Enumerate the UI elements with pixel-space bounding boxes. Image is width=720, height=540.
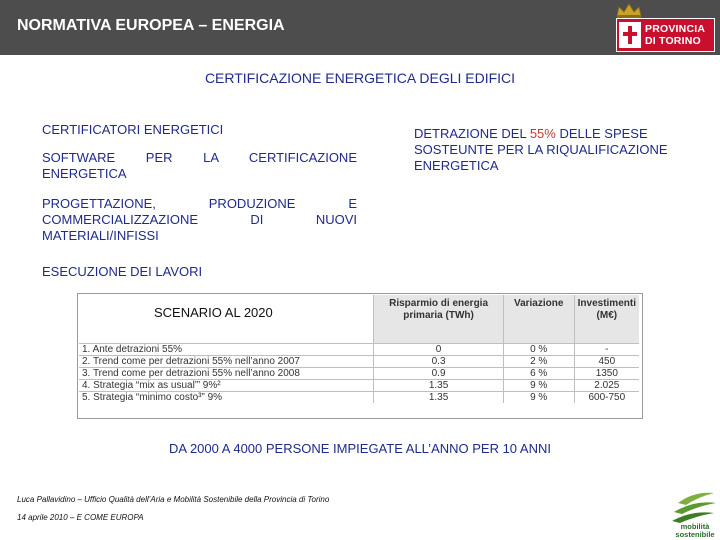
- footer-date: 14 aprile 2010 – E COME EUROPA: [17, 513, 144, 522]
- table-row: [79, 356, 639, 368]
- table-row: [79, 368, 639, 380]
- table-cell: 1.35: [374, 392, 503, 404]
- table-cell: 600-750: [574, 392, 639, 404]
- column-header: Variazione: [503, 295, 574, 344]
- right-item-before: DETRAZIONE DEL: [414, 126, 530, 141]
- table-cell: 2.025: [574, 380, 639, 392]
- slide-title: NORMATIVA EUROPEA – ENERGIA: [17, 17, 285, 34]
- crown-icon: [614, 2, 644, 18]
- scenario-label: SCENARIO AL 2020: [154, 305, 273, 320]
- column-header: Investimenti (M€): [574, 295, 639, 344]
- provincia-logo: [612, 2, 716, 52]
- right-item-highlight: 55%: [529, 126, 556, 141]
- slide-header: [0, 0, 720, 55]
- right-item: [414, 126, 694, 174]
- employment-line: DA 2000 A 4000 PERSONE IMPIEGATE ALL’ANNO PER 10 ANNI: [169, 441, 551, 456]
- table-row: [79, 344, 639, 356]
- table-cell: 0 %: [503, 344, 574, 356]
- table-row: [79, 392, 639, 404]
- table-cell: 1.35: [374, 380, 503, 392]
- footer-author: Luca Pallavidino – Ufficio Qualità dell’Aria e Mobilità Sostenibile della Provincia di Torino: [17, 495, 330, 504]
- column-header: Risparmio di energia primaria (TWh): [374, 295, 503, 344]
- table-cell: 3. Trend come per detrazioni 55% nell’anno 2008: [79, 368, 374, 380]
- table-cell: 450: [574, 356, 639, 368]
- logo-word-2: sostenibile: [675, 530, 715, 539]
- table-cell: 0.9: [374, 368, 503, 380]
- logo-word-1: mobilità: [680, 522, 710, 531]
- coat-of-arms-icon: [619, 22, 641, 48]
- table-cell: 9 %: [503, 380, 574, 392]
- table-cell: 2 %: [503, 356, 574, 368]
- logo-line-1: PROVINCIA: [645, 23, 706, 35]
- table-cell: 0: [374, 344, 503, 356]
- left-item-2: SOFTWARE PER LA CERTIFICAZIONE ENERGETICA: [42, 150, 357, 181]
- table-row: [79, 380, 639, 392]
- right-item-after: DELLE SPESE SOSTEUNTE PER LA RIQUALIFICAZIONE ENERGETICA: [414, 126, 668, 173]
- table-cell: -: [574, 344, 639, 356]
- mobilita-sostenibile-text: [672, 523, 718, 539]
- table-cell: 6 %: [503, 368, 574, 380]
- left-item-3: PROGETTAZIONE, PRODUZIONE E COMMERCIALIZZAZIONE DI NUOVI MATERIALI/INFISSI: [42, 196, 357, 243]
- left-item-1: CERTIFICATORI ENERGETICI: [42, 122, 224, 137]
- logo-box: [616, 18, 715, 52]
- section-title: CERTIFICAZIONE ENERGETICA DEGLI EDIFICI: [204, 70, 516, 86]
- table-cell: 2. Trend come per detrazioni 55% nell’anno 2007: [79, 356, 374, 368]
- table-cell: 1350: [574, 368, 639, 380]
- table-cell: 1. Ante detrazioni 55%: [79, 344, 374, 356]
- table-cell: 0.3: [374, 356, 503, 368]
- logo-text: [645, 23, 705, 47]
- table-cell: 5. Strategia “minimo costo³” 9%: [79, 392, 374, 404]
- logo-line-2: DI TORINO: [645, 35, 701, 47]
- left-item-4: ESECUZIONE DEI LAVORI: [42, 264, 203, 279]
- table-cell: 9 %: [503, 392, 574, 404]
- table-cell: 4. Strategia “mix as usual”’ 9%²: [79, 380, 374, 392]
